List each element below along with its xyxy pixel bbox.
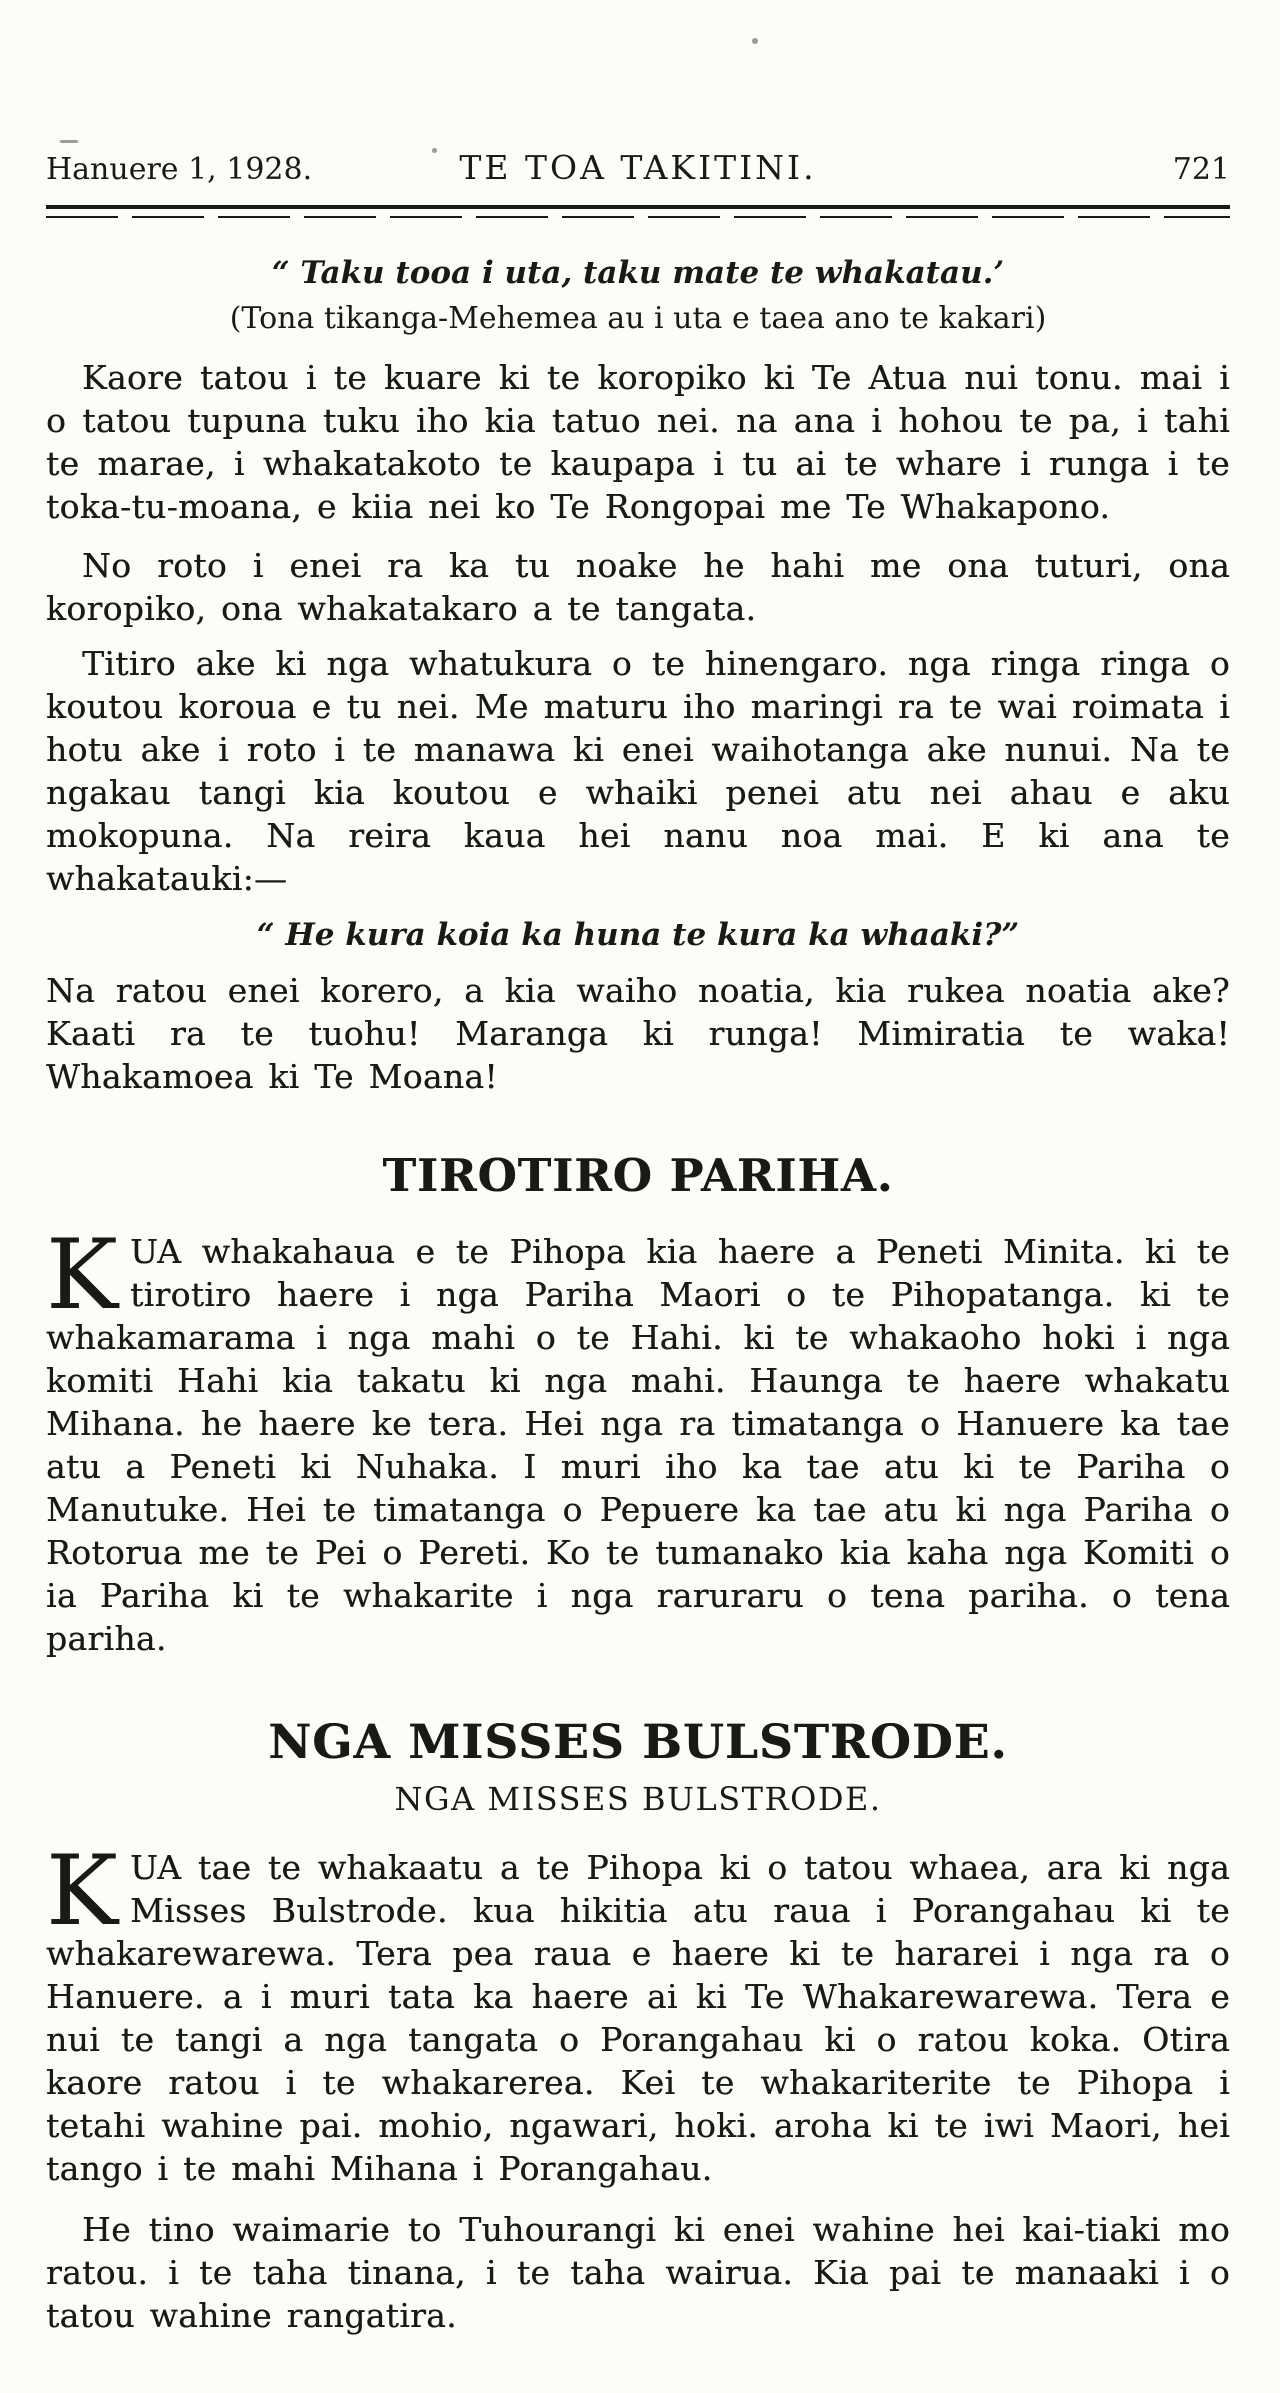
paragraph-tirotiro-body	[46, 1218, 1230, 1660]
epigraph-quote: “ Taku tooa i uta, taku mate te whakatau.’	[271, 255, 1005, 291]
scan-speck	[752, 38, 758, 44]
paragraph-bulstrode-body	[46, 1835, 1230, 2190]
rule-thick-line	[46, 205, 1230, 209]
paragraph-text: UA whakahaua e te Pihopa kia haere a Peneti Minita. ki te tirotiro haere i nga Pariha Maori o te Pihopatanga. ki te whakamarama i nga mahi o te Hahi. ki te whakaoho hoki i nga komiti Hahi kia takatu ki nga mahi. Haunga te haere whakatu Mihana. he haere ke tera. Hei nga ra timatanga o Hanuere ka tae atu a Peneti ki Nuhaka. I muri iho ka tae atu ki te Pariha o Manutuke. Hei te timatanga o Pepuere ka tae atu ki nga Pariha o Rotorua me te Pei o Pereti. Ko te tumanako kia kaha nga Komiti o ia Pariha ki te whakarite i nga raruraru o tena pariha. o tena pariha.	[46, 1231, 1230, 1658]
section-heading-tirotiro-pariha: TIROTIRO PARIHA.	[382, 1149, 894, 1202]
page-number: 721	[1172, 152, 1230, 187]
epigraph-note: (Tona tikanga-Mehemea au i uta e taea ano te kakari)	[229, 301, 1047, 336]
section-subheading-nga-misses-bulstrode: NGA MISSES BULSTRODE.	[394, 1779, 882, 1818]
dropcap-initial: K	[46, 1835, 119, 1948]
issue-date: Hanuere 1, 1928.	[46, 152, 313, 187]
rule-thin-line	[46, 216, 1230, 218]
dropcap-initial: K	[46, 1218, 119, 1331]
page-header	[46, 148, 1230, 187]
paragraph-titiro: Titiro ake ki nga whatukura o te hinengaro. nga ringa ringa o koutou koroua e tu nei. Me maturu iho maringi ra te wai roimata i hotu ake i roto i te manawa ki enei waihotanga ake nunui. Na te ngakau tangi kia koutou e whaiki penei atu nei ahau e aku mokopuna. Na reira kaua hei nanu noa mai. E ki ana te whakatauki:—	[46, 644, 1230, 898]
section-heading-nga-misses-bulstrode: NGA MISSES BULSTRODE.	[268, 1714, 1008, 1770]
paragraph-no-roto: No roto i enei ra ka tu noake he hahi me ona tuturi, ona koropiko, ona whakatakaro a te tangata.	[46, 546, 1230, 628]
paragraph-kaore: Kaore tatou i te kuare ki te koropiko ki Te Atua nui tonu. mai i o tatou tupuna tuku iho kia tatuo nei. na ana i hohou te pa, i tahi te marae, i whakatakoto te kaupapa i tu ai te whare i runga i te toka-tu-moana, e kiia nei ko Te Rongopai me Te Whakapono.	[46, 358, 1230, 526]
header-rule	[46, 205, 1230, 218]
paragraph-text: UA tae te whakaatu a te Pihopa ki o tatou whaea, ara ki nga Misses Bulstrode. kua hikitia atu raua i Porangahau ki te whakarewarewa. Tera pea raua e haere ki te hararei i nga ra o Hanuere. a i muri tata ka haere ai ki Te Whakarewarewa. Tera e nui te tangi a nga tangata o Porangahau ki o ratou koka. Otira kaore ratou i te whakarerea. Kei te whakariterite te Pihopa i tetahi wahine pai. mohio, ngawari, hoki. aroha ki te iwi Maori, hei tango i te mahi Mihana i Porangahau.	[46, 1848, 1230, 2189]
scan-speck	[432, 148, 437, 153]
paragraph-closing: He tino waimarie to Tuhourangi ki enei wahine hei kai-tiaki mo ratou. i te taha tinana, i te taha wairua. Kia pai te manaaki i o tatou wahine rangatira.	[46, 2210, 1230, 2336]
publication-title: TE TOA TAKITINI.	[459, 148, 817, 187]
proverb-quote: “ He kura koia ka huna te kura ka whaaki?”	[256, 917, 1020, 953]
paragraph-na-ratou: Na ratou enei korero, a kia waiho noatia, kia rukea noatia ake? Kaati ra te tuohu! Maranga ki runga! Mimiratia te waka! Whakamoea ki Te Moana!	[46, 971, 1230, 1096]
scan-speck	[60, 140, 78, 143]
